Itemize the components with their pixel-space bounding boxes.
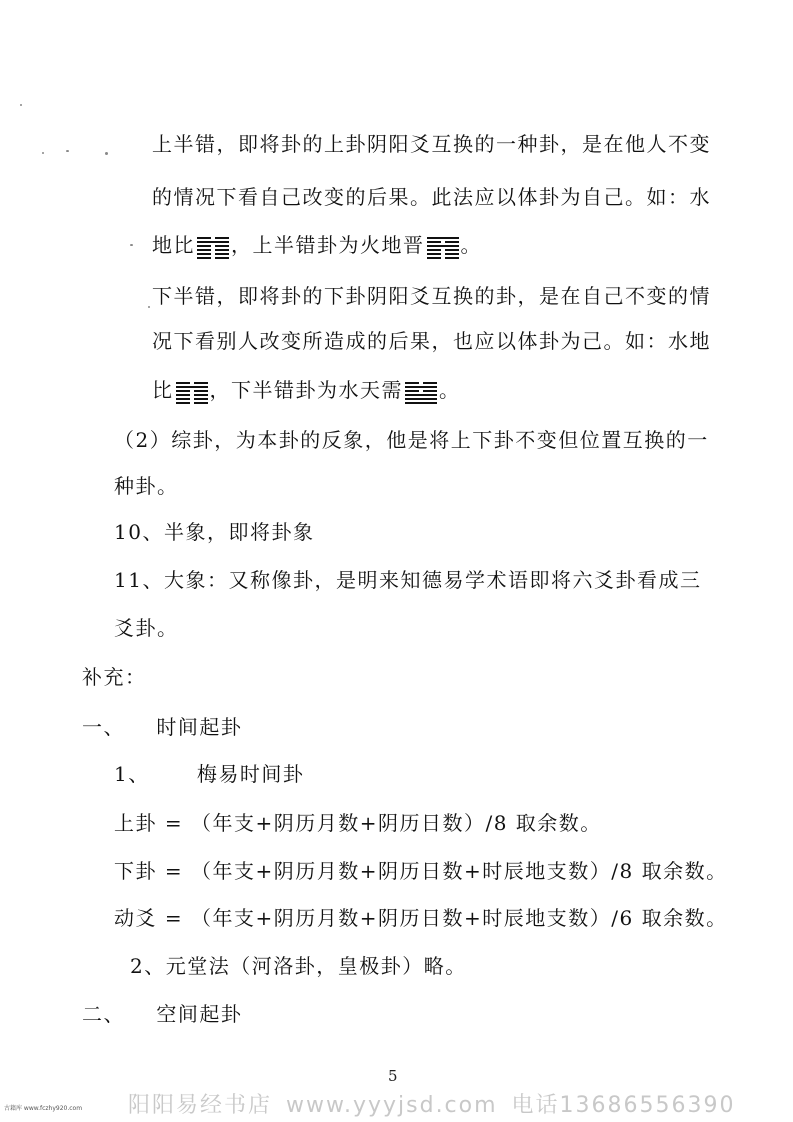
page-number: 5: [388, 1067, 398, 1085]
text-segment: 比: [152, 378, 174, 402]
text-segment: 地比: [152, 233, 195, 257]
hexagram-shui-di-bi-icon: [196, 235, 230, 259]
text-line-11: 爻卦。: [114, 616, 179, 640]
section-heading-1: 一、 时间起卦: [82, 715, 243, 739]
footer-site: www.yyyjsd.com: [286, 1093, 498, 1118]
text-line-4: 下半错，即将卦的下卦阴阳爻互换的卦，是在自己不变的情: [152, 284, 711, 308]
section-heading-2: 二、 空间起卦: [82, 1002, 243, 1026]
scan-speck: [105, 152, 108, 155]
scan-speck: [66, 150, 69, 152]
hexagram-shui-tian-xu-icon: [404, 380, 438, 404]
formula-upper: 上卦 = （年支+阴历月数+阴历日数）/8 取余数。: [114, 811, 602, 835]
text-line-6: [152, 376, 461, 404]
scan-speck: [20, 104, 22, 106]
footer-watermark: [128, 1088, 750, 1119]
text-line-9: 10、半象，即将卦象: [114, 520, 315, 544]
text-line-2: 的情况下看自己改变的后果。此法应以体卦为自己。如：水: [152, 185, 711, 209]
formula-moving-line: 动爻 = （年支+阴历月数+阴历日数+时辰地支数）/6 取余数。: [114, 906, 728, 930]
text-line-3: [152, 231, 482, 259]
scan-speck: [42, 152, 44, 154]
text-line-12: 补充：: [82, 665, 147, 689]
footer-phone: 电话13686556390: [511, 1093, 736, 1118]
scan-speck: [148, 306, 150, 308]
text-segment: 。: [460, 233, 482, 257]
text-line-7: （2）综卦，为本卦的反象，他是将上下卦不变但位置互换的一: [114, 428, 709, 452]
text-segment: 。: [439, 378, 461, 402]
text-line-1: 上半错，即将卦的上卦阴阳爻互换的一种卦，是在他人不变: [152, 132, 711, 156]
text-line-10: 11、大象：又称像卦，是明来知德易学术语即将六爻卦看成三: [114, 568, 702, 592]
hexagram-shui-di-bi-icon: [175, 380, 209, 404]
subsection-heading: 1、 梅易时间卦: [114, 762, 305, 786]
scan-speck: [130, 244, 133, 246]
text-segment: ，上半错卦为火地晋: [231, 233, 425, 257]
text-line-18: 2、元堂法（河洛卦，皇极卦）略。: [130, 954, 467, 978]
text-line-8: 种卦。: [114, 474, 179, 498]
text-line-5: 况下看别人改变所造成的后果，也应以体卦为己。如：水地: [152, 329, 711, 353]
hexagram-huo-di-jin-icon: [426, 235, 460, 259]
footer-small-text: 古籍库 www.fczhy920.com: [4, 1105, 83, 1112]
footer-shop: 阳阳易经书店: [128, 1093, 273, 1118]
text-segment: ，下半错卦为水天需: [209, 378, 403, 402]
formula-lower: 下卦 = （年支+阴历月数+阴历日数+时辰地支数）/8 取余数。: [114, 859, 728, 883]
